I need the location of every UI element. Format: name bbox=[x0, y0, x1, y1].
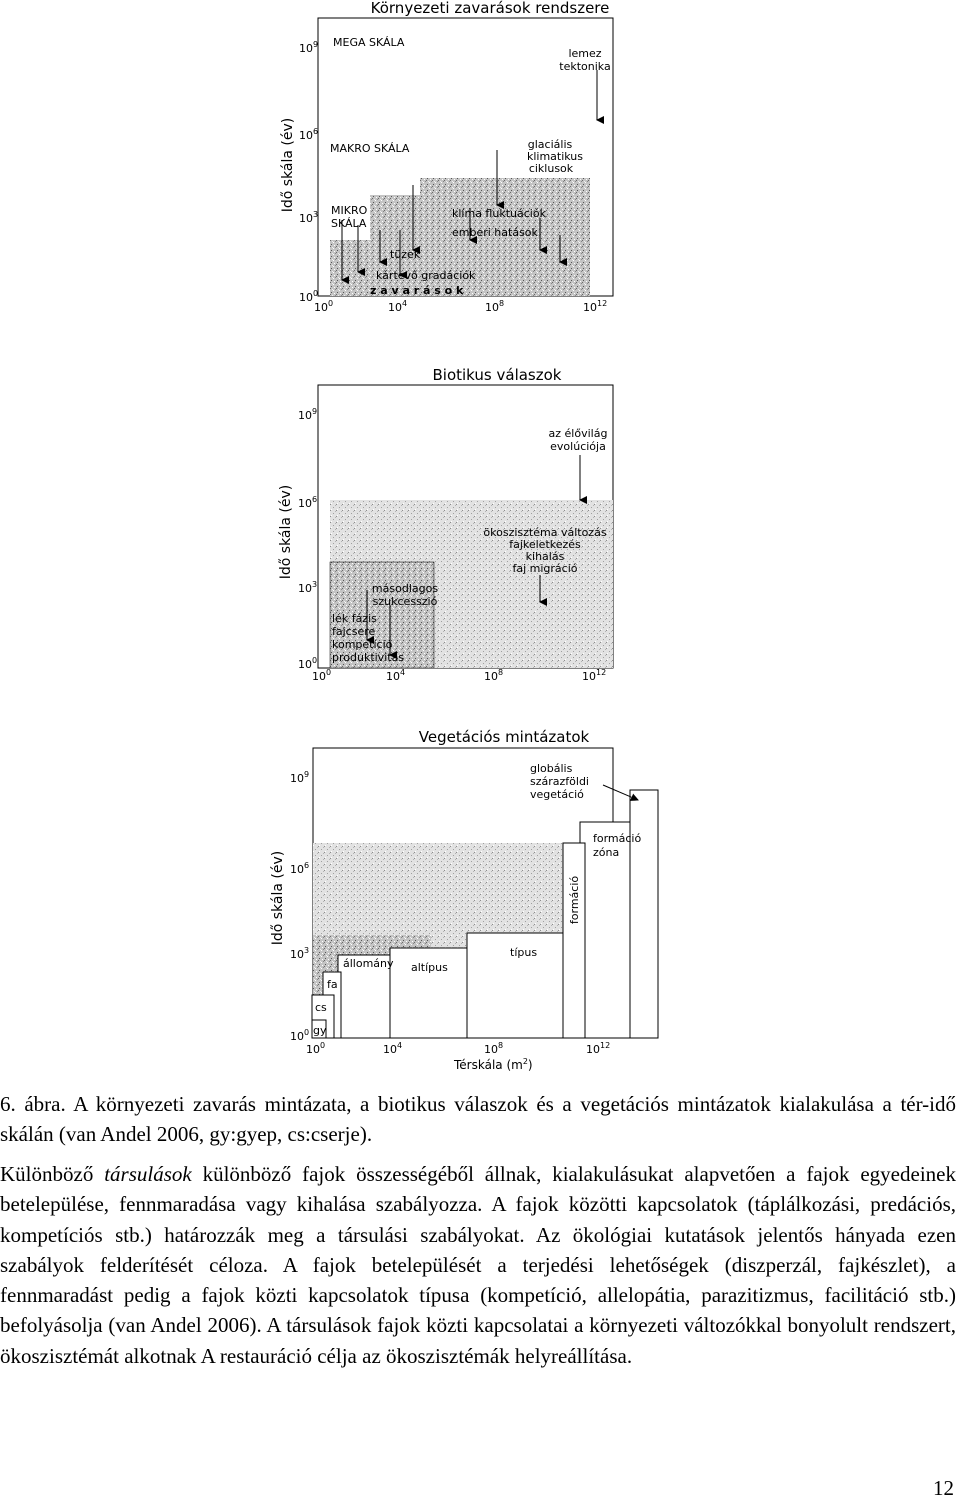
page-number: 12 bbox=[933, 1476, 954, 1500]
label-kartevo-gradaciok: kártevő gradációk bbox=[376, 269, 476, 282]
label-cs: cs bbox=[315, 1001, 327, 1014]
svg-text:100: $10^0$ bbox=[314, 299, 334, 314]
svg-text:106: $10^6$ bbox=[298, 495, 318, 510]
label-zavarasok: z a v a r á s o k bbox=[370, 284, 464, 297]
label-klimatikus: klimatikus bbox=[526, 150, 584, 163]
body-paragraph bbox=[0, 1159, 956, 1371]
svg-text:1012: $10^{12}$ bbox=[582, 668, 607, 683]
label-szarazfoldi: szárazföldi bbox=[530, 775, 589, 788]
svg-text:100: $10^0$ bbox=[312, 668, 332, 683]
svg-text:100: $10^0$ bbox=[290, 1028, 310, 1043]
svg-text:100: $10^0$ bbox=[298, 656, 318, 671]
label-vegetacio: vegetáció bbox=[530, 788, 584, 801]
label-ciklusok: ciklusok bbox=[528, 162, 574, 175]
svg-text:108: $10^8$ bbox=[484, 1041, 504, 1056]
paragraph-rest: különböző fajok összességéből állnak, kialakulásukat alapvetően a fajok egyedeinek betelepülése, fennmaradása vagy kihalása szabályozza. A fajok közötti kapcsolatok (táplálkozási, predációs, kompetíciós stb.) határozzák meg a társulási szabályokat. Az ökológiai kutatások jelentős hányada ezen szabályok felderítését céloza. A fajok betelepülését a terjedési lehetőségek (diszperzál, fajkészlet), a fennmaradást pedig a fajok közti kapcsolatok típusa (kompetíció, allelopátia, parazitizmus, facilitáció stb.) befolyásolja (van Andel 2006). A társulások fajok közti kapcsolatai a környezeti változókkal bonyolult rendszert, ökoszisztémát alkotnak A restauráció célja az ökoszisztémák helyreállítása. bbox=[0, 1162, 956, 1368]
label-formacio-zona-2: zóna bbox=[593, 846, 620, 859]
panel3-x-ticks bbox=[306, 1041, 610, 1056]
label-masodlagos: másodlagos bbox=[371, 582, 439, 595]
label-glacialis: glaciális bbox=[527, 138, 573, 151]
panel1-y-ticks bbox=[299, 40, 318, 304]
panel3-y-ticks bbox=[290, 770, 309, 1043]
label-okoszisztema: ökoszisztéma változás bbox=[483, 526, 607, 539]
label-evolucioja: evolúciója bbox=[550, 440, 606, 453]
panel3-title: Vegetációs mintázatok bbox=[418, 728, 590, 746]
label-kompeticio: kompetíció bbox=[332, 638, 393, 651]
panel3-x-axis-label: Térskála $(m^2)$ bbox=[454, 1057, 533, 1072]
panel-vegetation bbox=[270, 728, 658, 1072]
svg-text:103: $10^3$ bbox=[299, 210, 319, 225]
svg-text:106: $10^6$ bbox=[299, 127, 319, 142]
label-tektonika: tektonika bbox=[559, 60, 611, 73]
svg-text:104: $10^4$ bbox=[386, 668, 406, 683]
svg-text:109: $10^9$ bbox=[290, 770, 310, 785]
paragraph-start: Különböző bbox=[0, 1162, 105, 1186]
label-mega-scale: MEGA SKÁLA bbox=[333, 36, 405, 49]
figure-caption bbox=[0, 1089, 956, 1149]
label-fajcsere: fajcsere bbox=[332, 625, 376, 638]
svg-text:108: $10^8$ bbox=[485, 299, 505, 314]
svg-text:106: $10^6$ bbox=[290, 861, 310, 876]
label-tuzek: tüzek bbox=[390, 248, 421, 261]
label-produktivitas: produktivitás bbox=[332, 651, 405, 664]
panel3-y-axis-label: Idő skála (év) bbox=[270, 850, 286, 946]
svg-text:109: $10^9$ bbox=[299, 40, 319, 55]
panel-biotic bbox=[278, 366, 613, 683]
label-mikro: MIKRO bbox=[331, 204, 368, 217]
label-gy: gy bbox=[313, 1024, 327, 1037]
svg-text:109: $10^9$ bbox=[298, 407, 318, 422]
label-lek-fazis: lék fázis bbox=[332, 612, 377, 625]
svg-text:103: $10^3$ bbox=[298, 580, 318, 595]
svg-text:100: $10^0$ bbox=[299, 289, 319, 304]
caption-number: 6. ábra. bbox=[0, 1092, 66, 1116]
label-formacio-zona-1: formáció bbox=[593, 832, 642, 845]
panel1-y-axis-label: Idő skála (év) bbox=[280, 117, 296, 213]
svg-text:104: $10^4$ bbox=[383, 1041, 403, 1056]
panel2-y-axis-label: Idő skála (év) bbox=[278, 484, 294, 580]
label-makro-scale: MAKRO SKÁLA bbox=[330, 142, 410, 155]
label-lemez: lemez bbox=[568, 47, 602, 60]
panel2-x-ticks bbox=[312, 668, 606, 683]
svg-text:104: $10^4$ bbox=[388, 299, 408, 314]
label-altipus: altípus bbox=[411, 961, 448, 974]
caption-text: A környezeti zavarás mintázata, a biotikus válaszok és a vegetációs mintázatok kialakulása a tér-idő skálán (van Andel 2006, gy:gyep, cs:cserje). bbox=[0, 1092, 956, 1146]
label-formacio: formáció bbox=[568, 875, 581, 925]
label-elovilag: az élővilág bbox=[548, 427, 608, 440]
panel2-y-ticks bbox=[298, 407, 317, 671]
label-fa: fa bbox=[327, 978, 338, 991]
box-formacio bbox=[563, 843, 585, 1038]
svg-text:1012: $10^{12}$ bbox=[586, 1041, 611, 1056]
label-tipus: típus bbox=[510, 946, 538, 959]
label-klima-fluktuaciok: klíma fluktuációk bbox=[452, 207, 546, 220]
panel1-x-ticks bbox=[314, 299, 607, 314]
label-fajkeletkezes: fajkeletkezés bbox=[509, 538, 581, 551]
svg-text:108: $10^8$ bbox=[484, 668, 504, 683]
svg-text:1012: $10^{12}$ bbox=[583, 299, 608, 314]
label-globalis: globális bbox=[530, 762, 573, 775]
label-szukcesszio: szukcesszió bbox=[372, 595, 438, 608]
label-faj-migracio: faj migráció bbox=[512, 562, 578, 575]
paragraph-italic: társulások bbox=[104, 1162, 192, 1186]
label-skala: SKÁLA bbox=[331, 217, 367, 230]
box-globalis bbox=[630, 790, 658, 1038]
svg-text:100: $10^0$ bbox=[306, 1041, 326, 1056]
svg-text:103: $10^3$ bbox=[290, 946, 310, 961]
label-kihalas: kihalás bbox=[525, 550, 565, 563]
panel1-title: Környezeti zavarások rendszere bbox=[370, 0, 610, 17]
panel-disturbance bbox=[280, 0, 613, 314]
label-emberi-hatasok: emberi hatások bbox=[452, 226, 538, 239]
panel2-title: Biotikus válaszok bbox=[432, 366, 562, 384]
label-allomany: állomány bbox=[343, 957, 394, 970]
